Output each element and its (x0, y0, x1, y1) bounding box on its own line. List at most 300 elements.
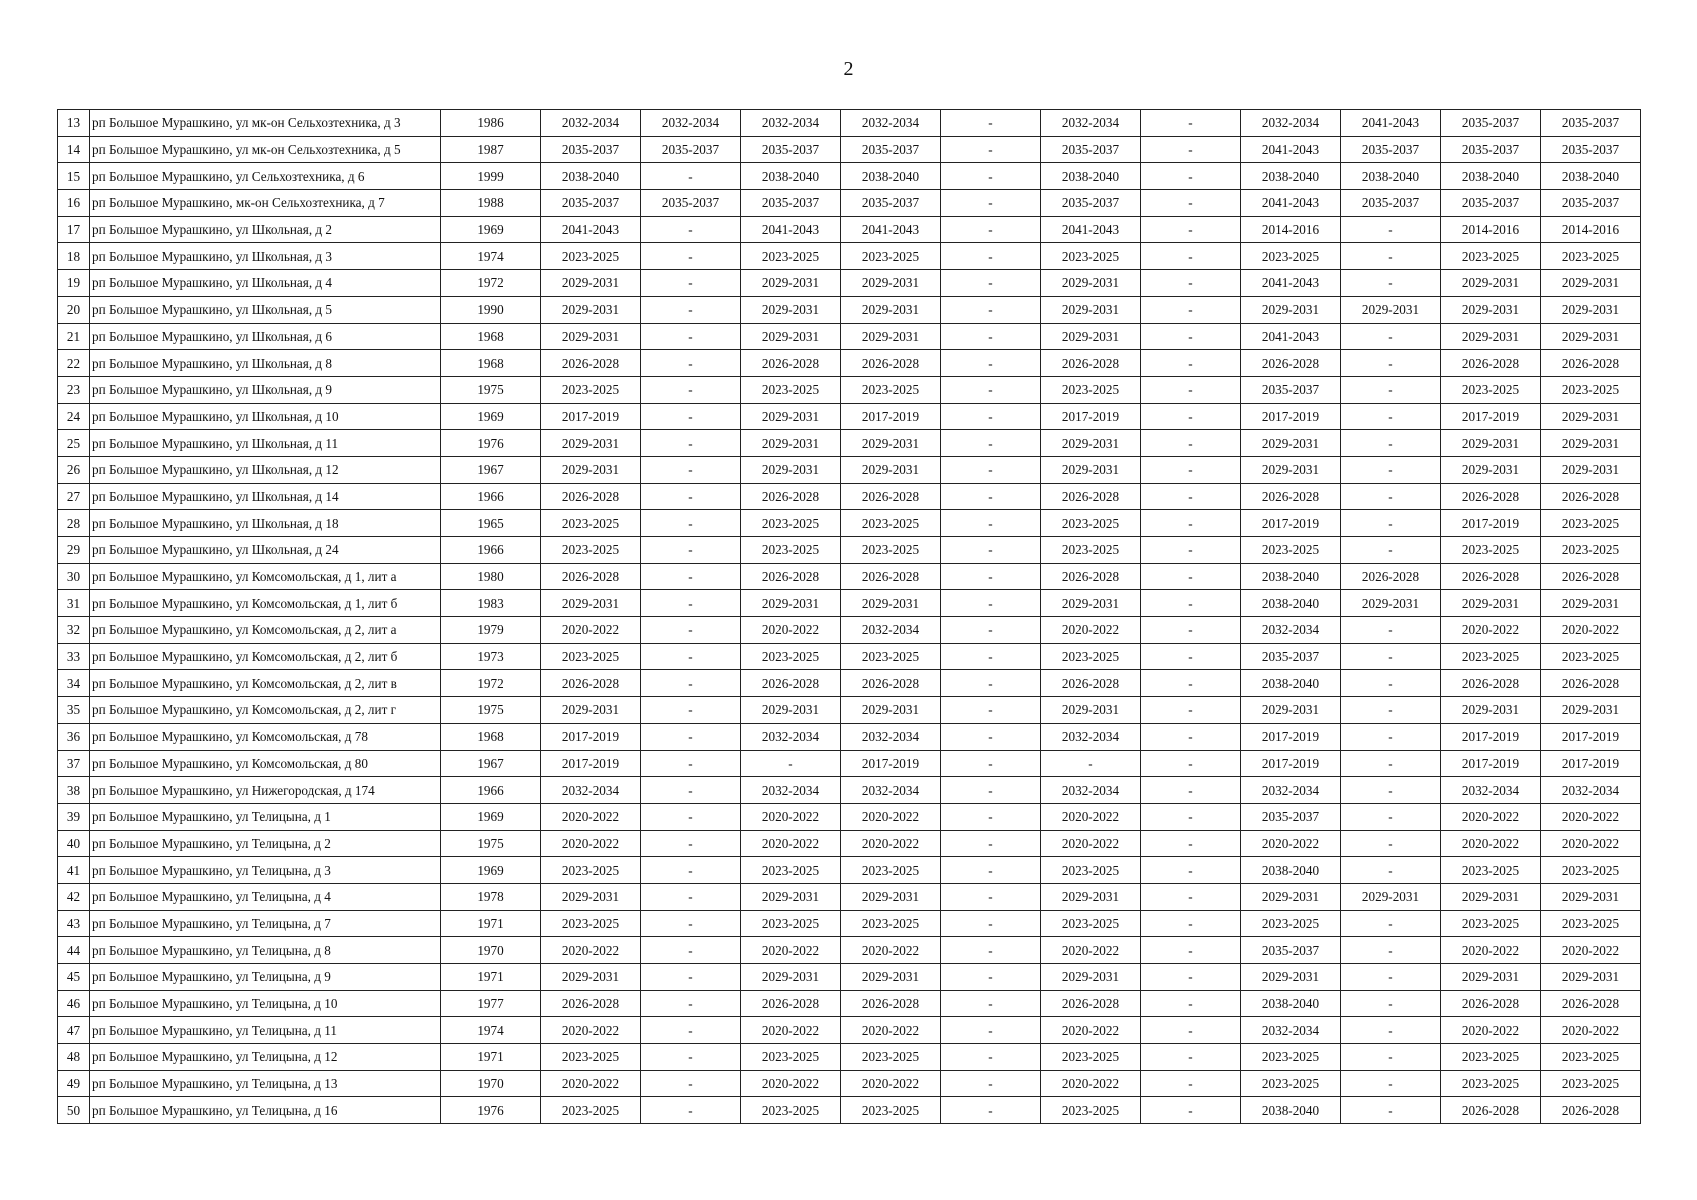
address-cell: рп Большое Мурашкино, ул Телицына, д 4 (90, 883, 441, 910)
period-cell: 2029-2031 (741, 270, 841, 297)
period-cell: 2023-2025 (1541, 910, 1641, 937)
period-cell: - (1341, 483, 1441, 510)
period-cell: 2035-2037 (1241, 643, 1341, 670)
table-row (58, 456, 1641, 483)
period-cell: 2017-2019 (541, 750, 641, 777)
period-cell: - (1341, 643, 1441, 670)
period-cell: 2023-2025 (841, 1097, 941, 1124)
period-cell: 2032-2034 (541, 110, 641, 137)
period-cell: 2023-2025 (1241, 1044, 1341, 1071)
row-number-cell: 21 (58, 323, 90, 350)
period-cell: 2017-2019 (1441, 510, 1541, 537)
period-cell: 2023-2025 (1041, 1044, 1141, 1071)
period-cell: 2029-2031 (741, 883, 841, 910)
period-cell: 2026-2028 (541, 563, 641, 590)
period-cell: 2029-2031 (1541, 270, 1641, 297)
period-cell: - (641, 510, 741, 537)
period-cell: - (641, 270, 741, 297)
period-cell: 2023-2025 (1541, 1070, 1641, 1097)
table-row (58, 750, 1641, 777)
period-cell: 2029-2031 (741, 430, 841, 457)
year-built-cell: 1965 (441, 510, 541, 537)
period-cell: 2023-2025 (1441, 1070, 1541, 1097)
period-cell: 2026-2028 (1441, 670, 1541, 697)
period-cell: 2026-2028 (541, 483, 641, 510)
table-row (58, 270, 1641, 297)
period-cell: 2041-2043 (741, 216, 841, 243)
period-cell: - (1341, 910, 1441, 937)
period-cell: 2020-2022 (541, 617, 641, 644)
period-cell: 2020-2022 (741, 1070, 841, 1097)
period-cell: 2020-2022 (741, 830, 841, 857)
table-row (58, 964, 1641, 991)
table-row (58, 937, 1641, 964)
period-cell: 2023-2025 (1441, 1044, 1541, 1071)
table-row (58, 777, 1641, 804)
row-number-cell: 36 (58, 723, 90, 750)
period-cell: - (941, 964, 1041, 991)
period-cell: - (1041, 750, 1141, 777)
period-cell: - (1341, 964, 1441, 991)
period-cell: 2026-2028 (741, 350, 841, 377)
row-number-cell: 18 (58, 243, 90, 270)
period-cell: 2023-2025 (1541, 643, 1641, 670)
year-built-cell: 1967 (441, 750, 541, 777)
period-cell: 2017-2019 (541, 723, 641, 750)
period-cell: - (941, 937, 1041, 964)
period-cell: - (641, 803, 741, 830)
period-cell: 2029-2031 (1241, 697, 1341, 724)
address-cell: рп Большое Мурашкино, ул Комсомольская, д 2, лит б (90, 643, 441, 670)
address-cell: рп Большое Мурашкино, ул Школьная, д 14 (90, 483, 441, 510)
period-cell: - (1341, 403, 1441, 430)
period-cell: 2035-2037 (541, 136, 641, 163)
period-cell: 2035-2037 (1041, 190, 1141, 217)
row-number-cell: 28 (58, 510, 90, 537)
period-cell: 2020-2022 (741, 803, 841, 830)
period-cell: 2023-2025 (1241, 1070, 1341, 1097)
period-cell: 2029-2031 (1241, 456, 1341, 483)
period-cell: 2038-2040 (1241, 563, 1341, 590)
table-row (58, 910, 1641, 937)
address-cell: рп Большое Мурашкино, ул Телицына, д 9 (90, 964, 441, 991)
year-built-cell: 1971 (441, 910, 541, 937)
row-number-cell: 14 (58, 136, 90, 163)
period-cell: 2017-2019 (1241, 723, 1341, 750)
period-cell: 2038-2040 (1441, 163, 1541, 190)
period-cell: 2029-2031 (1041, 590, 1141, 617)
period-cell: 2029-2031 (1441, 964, 1541, 991)
period-cell: - (641, 323, 741, 350)
period-cell: - (641, 483, 741, 510)
period-cell: 2029-2031 (841, 964, 941, 991)
period-cell: 2035-2037 (1241, 937, 1341, 964)
period-cell: - (1141, 216, 1241, 243)
year-built-cell: 1971 (441, 964, 541, 991)
period-cell: 2035-2037 (1341, 190, 1441, 217)
period-cell: 2041-2043 (1241, 323, 1341, 350)
period-cell: 2029-2031 (741, 590, 841, 617)
period-cell: - (641, 830, 741, 857)
row-number-cell: 13 (58, 110, 90, 137)
period-cell: 2038-2040 (841, 163, 941, 190)
period-cell: 2026-2028 (741, 483, 841, 510)
period-cell: 2017-2019 (841, 403, 941, 430)
period-cell: 2029-2031 (541, 697, 641, 724)
period-cell: - (641, 643, 741, 670)
period-cell: 2023-2025 (1541, 243, 1641, 270)
period-cell: - (1141, 670, 1241, 697)
period-cell: - (1141, 190, 1241, 217)
period-cell: 2041-2043 (841, 216, 941, 243)
period-cell: 2035-2037 (1241, 376, 1341, 403)
period-cell: - (1141, 510, 1241, 537)
table-row (58, 216, 1641, 243)
table-row (58, 430, 1641, 457)
year-built-cell: 1975 (441, 830, 541, 857)
period-cell: 2035-2037 (1241, 803, 1341, 830)
repair-schedule-table (57, 109, 1641, 1124)
period-cell: 2029-2031 (1541, 403, 1641, 430)
period-cell: - (1341, 857, 1441, 884)
address-cell: рп Большое Мурашкино, ул Школьная, д 2 (90, 216, 441, 243)
period-cell: 2029-2031 (741, 296, 841, 323)
period-cell: 2026-2028 (1041, 990, 1141, 1017)
table-row (58, 670, 1641, 697)
table-row (58, 643, 1641, 670)
period-cell: - (1141, 270, 1241, 297)
period-cell: 2032-2034 (841, 617, 941, 644)
period-cell: 2020-2022 (1041, 617, 1141, 644)
period-cell: 2023-2025 (1541, 1044, 1641, 1071)
period-cell: 2023-2025 (1541, 857, 1641, 884)
period-cell: 2020-2022 (841, 937, 941, 964)
period-cell: - (1341, 617, 1441, 644)
year-built-cell: 1976 (441, 1097, 541, 1124)
period-cell: 2041-2043 (1041, 216, 1141, 243)
row-number-cell: 25 (58, 430, 90, 457)
row-number-cell: 33 (58, 643, 90, 670)
period-cell: 2026-2028 (1541, 350, 1641, 377)
period-cell: 2026-2028 (1241, 350, 1341, 377)
period-cell: 2032-2034 (1241, 110, 1341, 137)
period-cell: 2035-2037 (1441, 190, 1541, 217)
period-cell: 2038-2040 (1541, 163, 1641, 190)
year-built-cell: 1972 (441, 270, 541, 297)
period-cell: - (1341, 750, 1441, 777)
period-cell: - (1341, 697, 1441, 724)
period-cell: 2038-2040 (1241, 670, 1341, 697)
table-row (58, 697, 1641, 724)
period-cell: 2020-2022 (1541, 937, 1641, 964)
year-built-cell: 1972 (441, 670, 541, 697)
address-cell: рп Большое Мурашкино, ул Телицына, д 2 (90, 830, 441, 857)
year-built-cell: 1966 (441, 483, 541, 510)
period-cell: 2032-2034 (1441, 777, 1541, 804)
period-cell: - (641, 403, 741, 430)
period-cell: - (941, 990, 1041, 1017)
period-cell: 2023-2025 (841, 510, 941, 537)
year-built-cell: 1975 (441, 376, 541, 403)
period-cell: 2029-2031 (1241, 964, 1341, 991)
period-cell: - (941, 697, 1041, 724)
period-cell: 2026-2028 (541, 350, 641, 377)
period-cell: 2029-2031 (841, 697, 941, 724)
period-cell: - (941, 750, 1041, 777)
period-cell: 2041-2043 (541, 216, 641, 243)
period-cell: 2026-2028 (841, 563, 941, 590)
period-cell: - (941, 1044, 1041, 1071)
period-cell: - (941, 483, 1041, 510)
address-cell: рп Большое Мурашкино, ул Нижегородская, д 174 (90, 777, 441, 804)
period-cell: - (1141, 803, 1241, 830)
table-row (58, 830, 1641, 857)
period-cell: 2029-2031 (1541, 323, 1641, 350)
period-cell: - (1341, 1017, 1441, 1044)
period-cell: 2026-2028 (541, 670, 641, 697)
period-cell: 2023-2025 (741, 857, 841, 884)
period-cell: - (941, 243, 1041, 270)
period-cell: 2023-2025 (1041, 243, 1141, 270)
row-number-cell: 23 (58, 376, 90, 403)
period-cell: 2020-2022 (841, 830, 941, 857)
period-cell: - (641, 670, 741, 697)
table-row (58, 323, 1641, 350)
address-cell: рп Большое Мурашкино, ул Школьная, д 11 (90, 430, 441, 457)
period-cell: - (1141, 1097, 1241, 1124)
address-cell: рп Большое Мурашкино, ул Школьная, д 9 (90, 376, 441, 403)
period-cell: 2029-2031 (1341, 296, 1441, 323)
period-cell: 2029-2031 (1241, 883, 1341, 910)
period-cell: 2023-2025 (741, 243, 841, 270)
year-built-cell: 1990 (441, 296, 541, 323)
address-cell: рп Большое Мурашкино, ул Комсомольская, д 78 (90, 723, 441, 750)
table-row (58, 990, 1641, 1017)
period-cell: - (641, 990, 741, 1017)
period-cell: 2029-2031 (1041, 456, 1141, 483)
period-cell: - (641, 1070, 741, 1097)
period-cell: 2023-2025 (741, 643, 841, 670)
period-cell: 2020-2022 (541, 830, 641, 857)
period-cell: - (1341, 990, 1441, 1017)
address-cell: рп Большое Мурашкино, ул Школьная, д 10 (90, 403, 441, 430)
year-built-cell: 1969 (441, 803, 541, 830)
period-cell: 2035-2037 (1041, 136, 1141, 163)
period-cell: 2032-2034 (1041, 110, 1141, 137)
period-cell: - (941, 1017, 1041, 1044)
period-cell: - (1341, 1097, 1441, 1124)
period-cell: 2029-2031 (1541, 296, 1641, 323)
period-cell: 2023-2025 (541, 243, 641, 270)
period-cell: 2029-2031 (541, 456, 641, 483)
address-cell: рп Большое Мурашкино, ул Телицына, д 11 (90, 1017, 441, 1044)
period-cell: - (1341, 350, 1441, 377)
period-cell: 2029-2031 (1541, 590, 1641, 617)
period-cell: - (941, 857, 1041, 884)
row-number-cell: 43 (58, 910, 90, 937)
year-built-cell: 1966 (441, 777, 541, 804)
period-cell: - (1141, 910, 1241, 937)
address-cell: рп Большое Мурашкино, ул Комсомольская, д 2, лит а (90, 617, 441, 644)
period-cell: 2029-2031 (1041, 697, 1141, 724)
row-number-cell: 40 (58, 830, 90, 857)
period-cell: - (941, 216, 1041, 243)
period-cell: 2029-2031 (1441, 430, 1541, 457)
row-number-cell: 34 (58, 670, 90, 697)
row-number-cell: 46 (58, 990, 90, 1017)
period-cell: - (1141, 243, 1241, 270)
period-cell: 2026-2028 (741, 990, 841, 1017)
address-cell: рп Большое Мурашкино, ул Школьная, д 24 (90, 537, 441, 564)
period-cell: - (641, 723, 741, 750)
table-row (58, 190, 1641, 217)
period-cell: 2038-2040 (1341, 163, 1441, 190)
period-cell: 2038-2040 (1241, 857, 1341, 884)
table-row (58, 376, 1641, 403)
period-cell: - (641, 697, 741, 724)
period-cell: - (641, 563, 741, 590)
year-built-cell: 1980 (441, 563, 541, 590)
period-cell: 2026-2028 (1441, 1097, 1541, 1124)
period-cell: - (941, 910, 1041, 937)
period-cell: 2029-2031 (1041, 323, 1141, 350)
period-cell: 2023-2025 (1041, 643, 1141, 670)
period-cell: 2023-2025 (1241, 243, 1341, 270)
period-cell: 2020-2022 (1041, 803, 1141, 830)
period-cell: - (641, 163, 741, 190)
period-cell: - (641, 1044, 741, 1071)
period-cell: 2023-2025 (741, 1044, 841, 1071)
period-cell: 2023-2025 (1541, 537, 1641, 564)
row-number-cell: 26 (58, 456, 90, 483)
period-cell: 2029-2031 (1441, 270, 1541, 297)
address-cell: рп Большое Мурашкино, ул Телицына, д 3 (90, 857, 441, 884)
period-cell: 2029-2031 (841, 323, 941, 350)
address-cell: рп Большое Мурашкино, ул мк-он Сельхозтехника, д 3 (90, 110, 441, 137)
period-cell: - (641, 964, 741, 991)
period-cell: 2020-2022 (841, 803, 941, 830)
period-cell: 2038-2040 (1041, 163, 1141, 190)
period-cell: - (641, 777, 741, 804)
period-cell: 2032-2034 (841, 723, 941, 750)
row-number-cell: 42 (58, 883, 90, 910)
period-cell: 2029-2031 (541, 964, 641, 991)
period-cell: - (1141, 750, 1241, 777)
period-cell: - (641, 750, 741, 777)
period-cell: 2020-2022 (1441, 937, 1541, 964)
period-cell: 2038-2040 (541, 163, 641, 190)
period-cell: 2029-2031 (1541, 697, 1641, 724)
period-cell: 2026-2028 (1041, 350, 1141, 377)
period-cell: 2026-2028 (1541, 670, 1641, 697)
period-cell: - (1341, 216, 1441, 243)
table-row (58, 590, 1641, 617)
row-number-cell: 49 (58, 1070, 90, 1097)
year-built-cell: 1967 (441, 456, 541, 483)
period-cell: 2026-2028 (841, 350, 941, 377)
period-cell: 2029-2031 (1041, 883, 1141, 910)
period-cell: 2023-2025 (541, 1044, 641, 1071)
row-number-cell: 19 (58, 270, 90, 297)
period-cell: 2026-2028 (841, 990, 941, 1017)
period-cell: 2023-2025 (741, 1097, 841, 1124)
address-cell: рп Большое Мурашкино, ул Комсомольская, д 1, лит а (90, 563, 441, 590)
period-cell: 2029-2031 (841, 590, 941, 617)
period-cell: 2029-2031 (1441, 456, 1541, 483)
period-cell: 2029-2031 (841, 270, 941, 297)
table-row (58, 1044, 1641, 1071)
period-cell: 2014-2016 (1241, 216, 1341, 243)
address-cell: рп Большое Мурашкино, ул Телицына, д 8 (90, 937, 441, 964)
address-cell: рп Большое Мурашкино, ул Телицына, д 16 (90, 1097, 441, 1124)
period-cell: - (1141, 1044, 1241, 1071)
period-cell: 2020-2022 (1541, 830, 1641, 857)
period-cell: 2026-2028 (1041, 670, 1141, 697)
table-row (58, 723, 1641, 750)
period-cell: 2014-2016 (1441, 216, 1541, 243)
period-cell: 2026-2028 (1541, 990, 1641, 1017)
period-cell: - (941, 883, 1041, 910)
period-cell: - (941, 803, 1041, 830)
period-cell: 2029-2031 (1241, 296, 1341, 323)
period-cell: 2026-2028 (1441, 563, 1541, 590)
period-cell: - (641, 1097, 741, 1124)
period-cell: - (941, 403, 1041, 430)
period-cell: 2032-2034 (1241, 1017, 1341, 1044)
period-cell: 2023-2025 (541, 643, 641, 670)
period-cell: 2035-2037 (641, 136, 741, 163)
period-cell: 2023-2025 (1241, 537, 1341, 564)
period-cell: 2026-2028 (841, 483, 941, 510)
period-cell: 2035-2037 (1441, 136, 1541, 163)
period-cell: - (641, 617, 741, 644)
period-cell: - (1141, 136, 1241, 163)
address-cell: рп Большое Мурашкино, ул Школьная, д 4 (90, 270, 441, 297)
table-row (58, 483, 1641, 510)
row-number-cell: 20 (58, 296, 90, 323)
period-cell: 2017-2019 (1441, 750, 1541, 777)
year-built-cell: 1968 (441, 723, 541, 750)
period-cell: - (941, 1097, 1041, 1124)
period-cell: 2029-2031 (841, 456, 941, 483)
table-row (58, 136, 1641, 163)
period-cell: 2029-2031 (1041, 430, 1141, 457)
period-cell: - (941, 590, 1041, 617)
period-cell: 2020-2022 (1041, 830, 1141, 857)
period-cell: 2023-2025 (841, 537, 941, 564)
period-cell: 2023-2025 (541, 857, 641, 884)
period-cell: 2029-2031 (1441, 883, 1541, 910)
period-cell: - (941, 163, 1041, 190)
row-number-cell: 37 (58, 750, 90, 777)
period-cell: - (1141, 456, 1241, 483)
year-built-cell: 1966 (441, 537, 541, 564)
period-cell: 2038-2040 (1241, 590, 1341, 617)
table-row (58, 110, 1641, 137)
period-cell: 2029-2031 (1041, 296, 1141, 323)
row-number-cell: 39 (58, 803, 90, 830)
period-cell: - (641, 430, 741, 457)
period-cell: 2026-2028 (1541, 563, 1641, 590)
year-built-cell: 1970 (441, 1070, 541, 1097)
period-cell: 2017-2019 (1241, 403, 1341, 430)
year-built-cell: 1970 (441, 937, 541, 964)
period-cell: - (941, 537, 1041, 564)
address-cell: рп Большое Мурашкино, ул мк-он Сельхозтехника, д 5 (90, 136, 441, 163)
period-cell: - (1141, 110, 1241, 137)
period-cell: 2035-2037 (1441, 110, 1541, 137)
period-cell: - (941, 296, 1041, 323)
